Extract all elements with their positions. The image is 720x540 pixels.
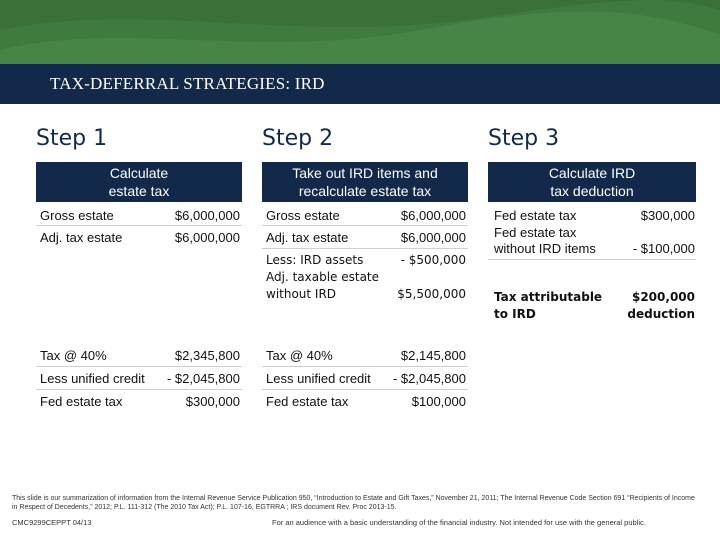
step3-attrib-value-line1: $200,000 [631, 290, 695, 304]
step3-without-value: - $100,000 [632, 241, 695, 256]
step2-box-line2: recalculate estate tax [298, 183, 432, 199]
step3-attrib-label-line1: Tax attributable [494, 290, 603, 304]
divider [36, 225, 242, 226]
step3-fed-value: $300,000 [640, 208, 695, 223]
header-band [0, 0, 720, 64]
step2-credit-label: Less unified credit [266, 371, 371, 386]
step2-adj-ird-label-line2: without IRD [266, 287, 337, 301]
step2-tax-value: $2,145,800 [400, 348, 466, 363]
step2-header-box [262, 162, 468, 202]
step2-adj-ird-label-line1: Adj. taxable estate [266, 270, 380, 284]
step2-adj-ird-value: $5,500,000 [397, 287, 466, 301]
divider [262, 225, 468, 226]
footer-source-note: This slide is our summarization of information from the Internal Revenue Service Publication 950, “Introduction to Estate and Gift Taxes,” November 21, 2011; The Internal Revenue Code Section 691 “Recipients of Income in Respect of Decedents,” 2012; P.L. 111-312 (The 2010 Tax Act); P.L. 107-16, EGTRRA ; IRS document Rev. Proc 2013-15. [12, 495, 695, 511]
step2-adj-value: $6,000,000 [400, 230, 466, 245]
step2-gross-label: Gross estate [266, 208, 340, 223]
step1-gross-label: Gross estate [40, 208, 114, 223]
step3-box-line1: Calculate IRD [548, 165, 636, 181]
divider [262, 366, 468, 367]
step1-adj-label: Adj. tax estate [40, 230, 123, 245]
step3-without-label-line1: Fed estate tax [494, 225, 577, 240]
step1-tax-label: Tax @ 40% [40, 348, 107, 363]
step3-title: Step 3 [488, 126, 560, 151]
step1-header-box [36, 162, 242, 202]
step2-adj-label: Adj. tax estate [266, 230, 349, 245]
footer-audience-disclaimer: For an audience with a basic understanding of the financial industry. Not intended for use with the general public. [272, 518, 646, 527]
step2-credit-value: - $2,045,800 [392, 371, 466, 386]
step1-fed-label: Fed estate tax [40, 394, 123, 409]
step2-tax-label: Tax @ 40% [266, 348, 333, 363]
step1-tax-value: $2,345,800 [174, 348, 240, 363]
step2-box-line1: Take out IRD items and [292, 165, 438, 181]
step1-gross-value: $6,000,000 [174, 208, 240, 223]
footer-document-code: CMC9299CEPPT 04/13 [12, 518, 92, 527]
step1-box-line2: estate tax [108, 183, 170, 199]
divider [488, 259, 696, 260]
step2-title: Step 2 [262, 126, 334, 151]
step1-fed-value: $300,000 [185, 394, 240, 409]
divider [262, 248, 468, 249]
step1-credit-value: - $2,045,800 [166, 371, 240, 386]
step3-box-line2: tax deduction [550, 183, 634, 199]
step2-ird-label: Less: IRD assets [266, 253, 364, 267]
divider [36, 389, 242, 390]
step3-without-label-line2: without IRD items [494, 241, 596, 256]
step1-adj-value: $6,000,000 [174, 230, 240, 245]
step2-gross-value: $6,000,000 [400, 208, 466, 223]
step1-box-line1: Calculate [109, 165, 169, 181]
divider [36, 366, 242, 367]
step1-title: Step 1 [36, 126, 108, 151]
step2-fed-value: $100,000 [411, 394, 466, 409]
step2-ird-value: - $500,000 [400, 253, 466, 267]
step2-fed-label: Fed estate tax [266, 394, 349, 409]
step3-fed-label: Fed estate tax [494, 208, 577, 223]
divider [262, 389, 468, 390]
step1-credit-label: Less unified credit [40, 371, 145, 386]
slide-title: TAX-DEFERRAL STRATEGIES: IRD [50, 74, 325, 93]
step3-attrib-label-line2: to IRD [494, 307, 536, 321]
step3-attrib-value-line2: deduction [627, 307, 695, 321]
decorative-swirl-graphic [0, 0, 720, 64]
step3-header-box [488, 162, 696, 202]
